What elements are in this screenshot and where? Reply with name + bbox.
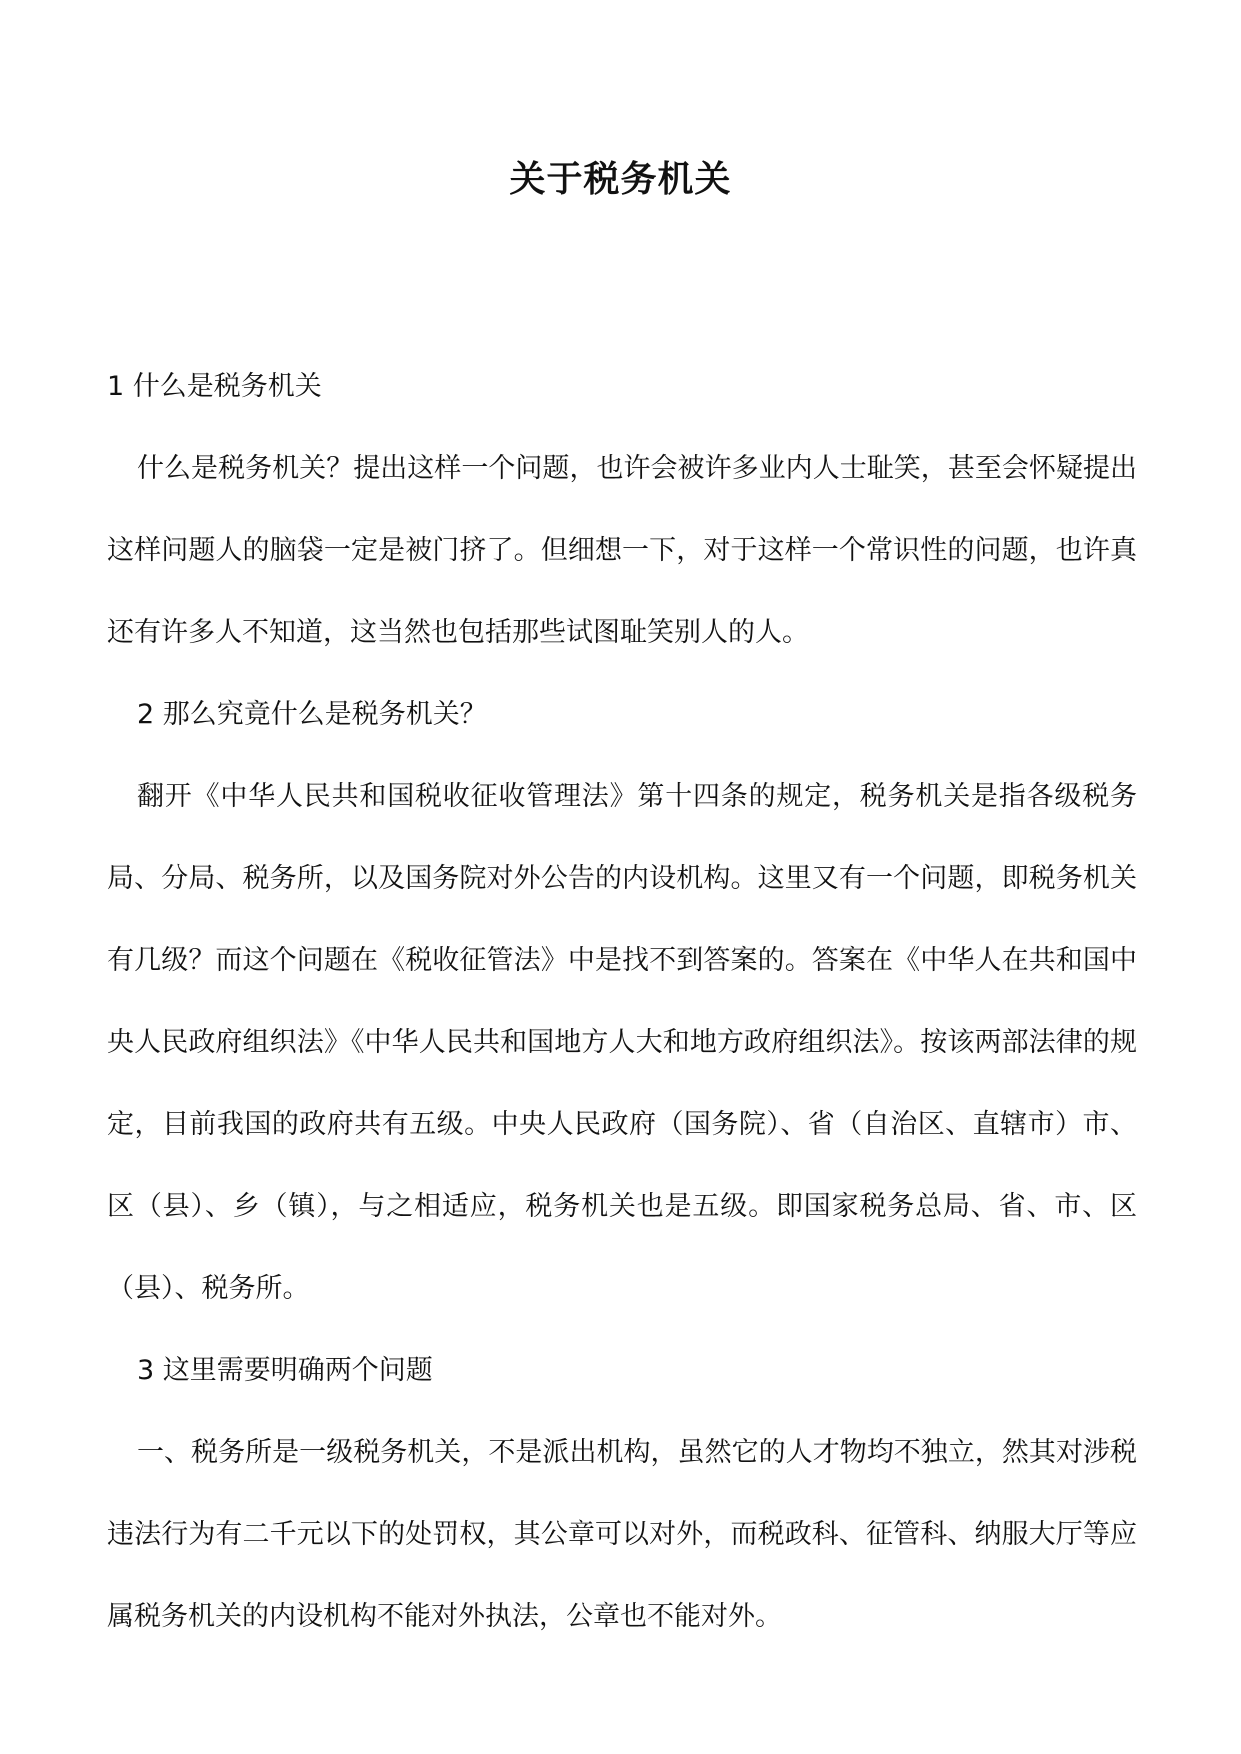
document-body: [107, 346, 1137, 1658]
section-1-paragraph: 什么是税务机关？提出这样一个问题，也许会被许多业内人士耻笑，甚至会怀疑提出这样问题人的脑袋一定是被门挤了。但细想一下，对于这样一个常识性的问题，也许真还有许多人不知道，这当然也包括那些试图耻笑别人的人。: [107, 453, 1137, 648]
document-title: 关于税务机关: [509, 158, 732, 200]
section-heading-1: 1 什么是税务机关: [107, 371, 322, 402]
section-heading-2: 2 那么究竟什么是税务机关？: [137, 699, 487, 730]
section-3-paragraph: 一、税务所是一级税务机关，不是派出机构，虽然它的人才物均不独立，然其对涉税违法行为有二千元以下的处罚权，其公章可以对外，而税政科、征管科、纳服大厅等应属税务机关的内设机构不能对外执法，公章也不能对外。: [107, 1437, 1137, 1632]
section-heading-3: 3 这里需要明确两个问题: [137, 1355, 433, 1386]
section-2-paragraph: 翻开《中华人民共和国税收征收管理法》第十四条的规定，税务机关是指各级税务局、分局、税务所，以及国务院对外公告的内设机构。这里又有一个问题，即税务机关有几级？而这个问题在《税收征管法》中是找不到答案的。答案在《中华人在共和国中央人民政府组织法》《中华人民共和国地方人大和地方政府组织法》。按该两部法律的规定，目前我国的政府共有五级。中央人民政府（国务院）、省（自治区、直辖市）市、区（县）、乡（镇），与之相适应，税务机关也是五级。即国家税务总局、省、市、区（县）、税务所。: [107, 781, 1137, 1304]
